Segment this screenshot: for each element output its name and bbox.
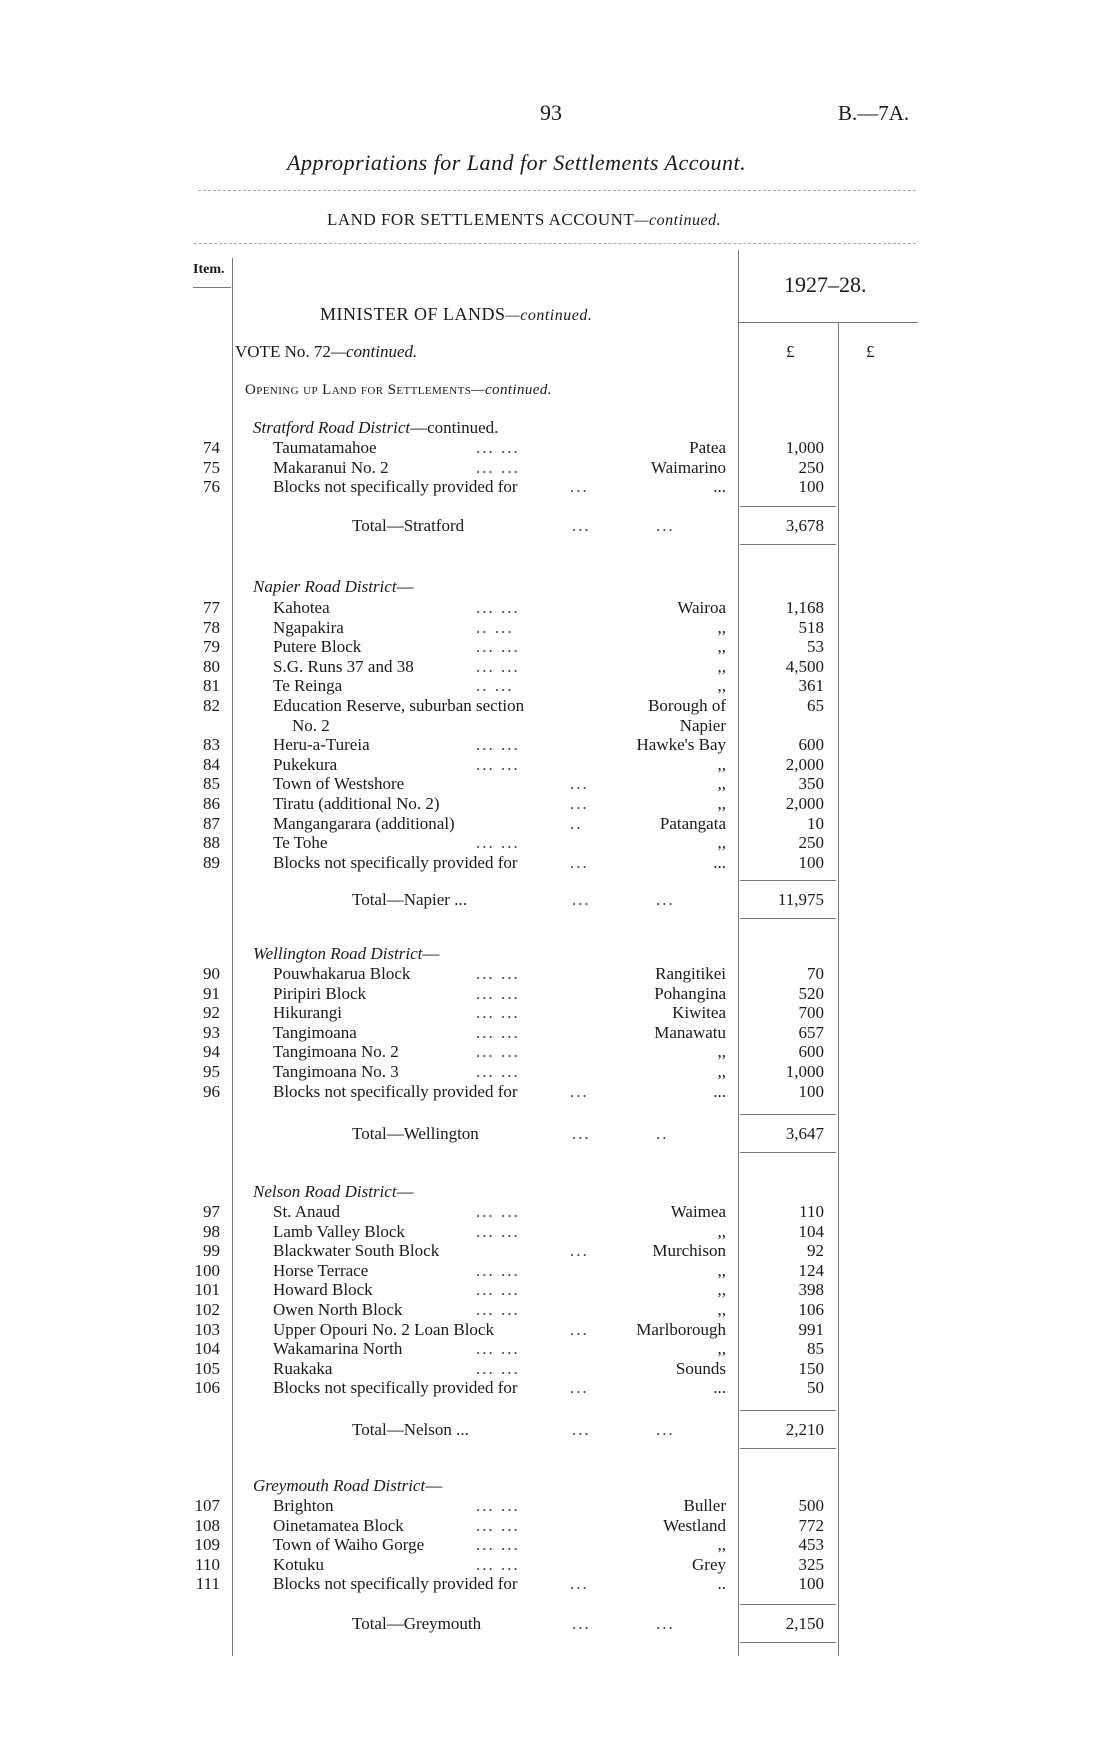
item-number: 104 [194,1339,220,1359]
total-dots: ... [572,1124,591,1143]
item-name: Kotuku [273,1554,324,1574]
item-number: 88 [203,833,220,853]
item-name: Blocks not specifically provided for [273,852,518,872]
location: Napier [679,715,726,735]
leader-dots: ... [570,1241,589,1261]
document-reference: B.—7A. [838,101,910,125]
leader-dots: ... ... [476,754,520,774]
leader-dots: ... ... [476,1339,520,1359]
leader-dots: ... ... [476,735,520,755]
page-number: 93 [540,100,562,125]
item-number: 99 [203,1241,220,1261]
item-number: 107 [194,1496,220,1515]
title-rule [198,190,916,191]
leader-dots: ... ... [476,1535,520,1555]
amount: 124 [798,1260,824,1280]
amount: 700 [798,1003,824,1023]
amount: 600 [798,1042,824,1062]
leader-dots: ... ... [476,1280,520,1300]
item-number: 101 [194,1280,220,1300]
leader-dots: ... ... [476,1496,520,1515]
leader-dots: ... ... [476,598,520,617]
amount: 1,168 [785,598,824,617]
location: Hawke's Bay [636,735,726,755]
amount: 657 [798,1022,824,1042]
amount: 50 [807,1378,824,1398]
total-rule-top [740,1604,836,1605]
item-number: 111 [195,1574,220,1594]
leader-dots: ... [570,1319,589,1339]
leader-dots: ... [570,774,589,794]
amount: 325 [798,1554,824,1574]
leader-dots: .. ... [476,676,514,696]
leader-dots: ... [570,1574,589,1594]
item-number: 93 [203,1022,220,1042]
location: Kiwitea [672,1003,726,1023]
total-rule-top [740,880,836,881]
amount: 518 [798,617,824,637]
location: ,, [717,833,726,853]
item-name: Owen North Block [273,1300,403,1319]
location: ,, [717,656,726,676]
total-location-dots: ... [656,1420,675,1439]
item-name: Te Reinga [273,676,343,696]
leader-dots: ... ... [476,1062,520,1081]
item-name: Putere Block [273,637,362,657]
total-dots: ... [572,890,591,909]
leader-dots: ... [570,477,589,497]
item-number: 102 [194,1300,220,1319]
item-name: Oinetamatea Block [273,1515,404,1535]
location: Pohangina [654,983,726,1003]
total-rule-bottom [740,918,836,919]
item-number: 109 [194,1535,220,1555]
amount: 10 [807,813,824,833]
item-number: 106 [194,1378,220,1398]
item-name: St. Anaud [273,1202,341,1221]
item-name: Tiratu (additional No. 2) [273,794,440,813]
item-name: Pukekura [273,754,338,774]
total-amount: 3,678 [785,516,824,535]
item-name: Heru-a-Tureia [273,735,370,755]
district-suffix: — [422,944,440,963]
item-name: Blocks not specifically provided for [273,1378,518,1398]
item-name: S.G. Runs 37 and 38 [273,656,414,676]
location: ,, [717,794,726,813]
location: ,, [717,637,726,657]
account-rule [194,243,916,244]
total-label: Total—Greymouth [352,1614,482,1633]
amount: 53 [807,637,824,657]
amount: 4,500 [785,656,824,676]
total-dots: ... [572,1420,591,1439]
total-label: Total—Stratford [352,516,465,535]
amount: 85 [807,1339,824,1359]
total-amount: 2,150 [785,1614,824,1633]
item-name: Pouwhakarua Block [273,964,411,983]
item-name: Tangimoana No. 3 [273,1062,399,1081]
district-name: Greymouth Road District [253,1476,426,1495]
item-number: 98 [203,1221,220,1241]
location: Patea [689,438,726,457]
total-rule-bottom [740,1642,836,1643]
item-column-rule [232,258,233,1656]
amount: 100 [798,852,824,872]
amount: 100 [798,477,824,497]
amount: 250 [798,833,824,853]
location: Wairoa [677,598,726,617]
amount: 106 [798,1300,824,1319]
amount: 453 [798,1535,824,1555]
leader-dots: ... ... [476,1042,520,1062]
amount: 104 [798,1221,824,1241]
total-location-dots: ... [656,890,675,909]
total-amount: 2,210 [785,1420,824,1439]
total-rule-bottom [740,1152,836,1153]
location: ... [713,1378,726,1398]
amount: 150 [798,1358,824,1378]
item-name: Piripiri Block [273,983,367,1003]
item-name: Taumatamahoe [273,438,377,457]
amount: 600 [798,735,824,755]
amount: 100 [798,1574,824,1594]
item-number: 90 [203,964,220,983]
item-number: 86 [203,794,220,813]
leader-dots: ... ... [476,438,520,457]
item-column-label: Item. [193,262,225,277]
amount: 772 [798,1515,824,1535]
district-name: Napier Road District [253,577,397,596]
leader-dots: ... ... [476,637,520,657]
item-name: Hikurangi [273,1003,342,1023]
item-number: 85 [203,774,220,794]
pound-symbol-2: £ [866,342,875,361]
item-name: Blackwater South Block [273,1241,440,1261]
location: Borough of [648,696,726,715]
minister-heading: MINISTER OF LANDS—continued. [320,304,593,324]
location: Manawatu [654,1022,726,1042]
amount: 92 [807,1241,824,1261]
item-number: 74 [203,438,220,457]
location: Grey [692,1554,726,1574]
amount: 2,000 [785,794,824,813]
item-number: 87 [203,813,220,833]
location: ,, [717,1260,726,1280]
leader-dots: ... ... [476,1202,520,1221]
leader-dots: ... ... [476,1515,520,1535]
amount: 2,000 [785,754,824,774]
total-location-dots: ... [656,1614,675,1633]
item-number: 105 [194,1358,220,1378]
item-name: Howard Block [273,1280,373,1300]
location: Waimarino [650,457,726,477]
amount: 991 [798,1319,824,1339]
item-name: Blocks not specifically provided for [273,1081,518,1101]
total-location-dots: .. [656,1124,669,1143]
total-dots: ... [572,1614,591,1633]
amount: 250 [798,457,824,477]
item-name: Upper Opouri No. 2 Loan Block [273,1319,494,1339]
item-number: 92 [203,1003,220,1023]
location: ,, [717,1300,726,1319]
district-heading [253,1476,442,1496]
item-number: 103 [194,1319,220,1339]
location: ,, [717,1280,726,1300]
item-number: 100 [194,1260,220,1280]
item-name: Blocks not specifically provided for [273,1574,518,1594]
location: ,, [717,1339,726,1359]
total-label: Total—Nelson ... [352,1420,469,1439]
location: Westland [663,1515,726,1535]
leader-dots: ... ... [476,1221,520,1241]
leader-dots: ... ... [476,1358,520,1378]
item-name: Wakamarina North [273,1339,403,1359]
item-number: 78 [203,617,220,637]
opening-heading: Opening up Land for Settlements—continued. [245,382,552,398]
amount: 500 [798,1496,824,1515]
item-number: 76 [203,477,220,497]
location: ... [713,1081,726,1101]
item-name: Mangangarara (additional) [273,813,455,833]
vote-heading: VOTE No. 72—continued. [235,342,418,361]
amount: 1,000 [785,438,824,457]
leader-dots: ... ... [476,457,520,477]
district-heading [253,944,439,964]
district-heading [253,1182,414,1202]
district-name: Stratford Road District [253,418,411,437]
district-suffix: — [425,1476,443,1495]
amount: 350 [798,774,824,794]
item-name: Tangimoana No. 2 [273,1042,399,1062]
item-number: 75 [203,457,220,477]
location: Marlborough [636,1319,726,1339]
amount: 65 [807,696,824,715]
location: ,, [717,1221,726,1241]
item-name: Brighton [273,1496,334,1515]
amount: 520 [798,983,824,1003]
location: Buller [683,1496,726,1515]
item-name: Horse Terrace [273,1260,369,1280]
item-number: 96 [203,1081,220,1101]
leader-dots: ... ... [476,1554,520,1574]
item-number: 95 [203,1062,220,1081]
item-number: 110 [195,1554,220,1574]
total-rule-top [740,1410,836,1411]
item-number: 80 [203,656,220,676]
location: ,, [717,1042,726,1062]
year-rule [738,322,918,323]
item-name: Kahotea [273,598,330,617]
page-title: Appropriations for Land for Settlements Account. [287,150,747,175]
leader-dots: ... ... [476,983,520,1003]
amount: 100 [798,1081,824,1101]
item-number: 79 [203,637,220,657]
location: ,, [717,754,726,774]
location: ,, [717,617,726,637]
leader-dots: ... ... [476,1022,520,1042]
amount: 398 [798,1280,824,1300]
pound-symbol-1: £ [786,342,795,361]
amount: 110 [799,1202,824,1221]
total-amount: 11,975 [777,890,824,909]
item-number: 77 [203,598,220,617]
total-rule-top [740,1114,836,1115]
total-label: Total—Napier ... [352,890,467,909]
item-name: Makaranui No. 2 [273,457,389,477]
total-rule-bottom [740,544,836,545]
location: Waimea [670,1202,726,1221]
item-number: 81 [203,676,220,696]
location: .. [717,1574,726,1594]
total-rule-bottom [740,1448,836,1449]
leader-dots: ... [570,1081,589,1101]
location: ... [713,477,726,497]
total-rule-top [740,506,836,507]
item-name: Education Reserve, suburban section [273,696,525,715]
item-label-rule [193,287,231,288]
item-name: No. 2 [292,715,330,735]
item-name: Town of Westshore [273,774,405,794]
leader-dots: ... [570,852,589,872]
amount: 1,000 [785,1062,824,1081]
leader-dots: .. ... [476,617,514,637]
amount-column-rule-mid [838,322,839,1656]
item-number: 82 [203,696,220,715]
district-suffix: — [396,577,414,596]
location: ,, [717,1535,726,1555]
item-number: 94 [203,1042,220,1062]
location: Rangitikei [655,964,726,983]
total-location-dots: ... [656,516,675,535]
item-name: Lamb Valley Block [273,1221,405,1241]
location: Patangata [659,813,726,833]
item-name: Blocks not specifically provided for [273,477,518,497]
item-name: Ruakaka [273,1358,333,1378]
leader-dots: ... [570,1378,589,1398]
amount: 361 [798,676,824,696]
location: ,, [717,1062,726,1081]
amount: 70 [807,964,824,983]
district-name: Nelson Road District [253,1182,397,1201]
leader-dots: ... ... [476,1300,520,1319]
total-label: Total—Wellington [352,1124,479,1143]
leader-dots: ... [570,794,589,813]
total-dots: ... [572,516,591,535]
leader-dots: ... ... [476,1003,520,1023]
item-number: 91 [203,983,220,1003]
year-header: 1927–28. [784,272,867,297]
leader-dots: ... ... [476,1260,520,1280]
item-number: 89 [203,852,220,872]
item-number: 84 [203,754,220,774]
location: Sounds [675,1358,726,1378]
location: ,, [717,774,726,794]
item-number: 83 [203,735,220,755]
district-name: Wellington Road District [253,944,423,963]
total-amount: 3,647 [785,1124,824,1143]
leader-dots: ... ... [476,964,520,983]
account-title: LAND FOR SETTLEMENTS ACCOUNT—continued. [327,210,722,229]
item-number: 108 [194,1515,220,1535]
location: ... [713,852,726,872]
location: ,, [717,676,726,696]
item-name: Tangimoana [273,1022,357,1042]
item-name: Town of Waiho Gorge [273,1535,425,1555]
district-suffix: — [396,1182,414,1201]
item-number: 97 [203,1202,220,1221]
item-name: Te Tohe [273,833,328,853]
location: Murchison [652,1241,726,1261]
item-name: Ngapakira [273,617,344,637]
leader-dots: .. [570,813,583,833]
district-heading [253,577,414,597]
leader-dots: ... ... [476,656,520,676]
leader-dots: ... ... [476,833,520,853]
district-suffix: —continued. [410,418,499,437]
district-heading [253,418,498,438]
